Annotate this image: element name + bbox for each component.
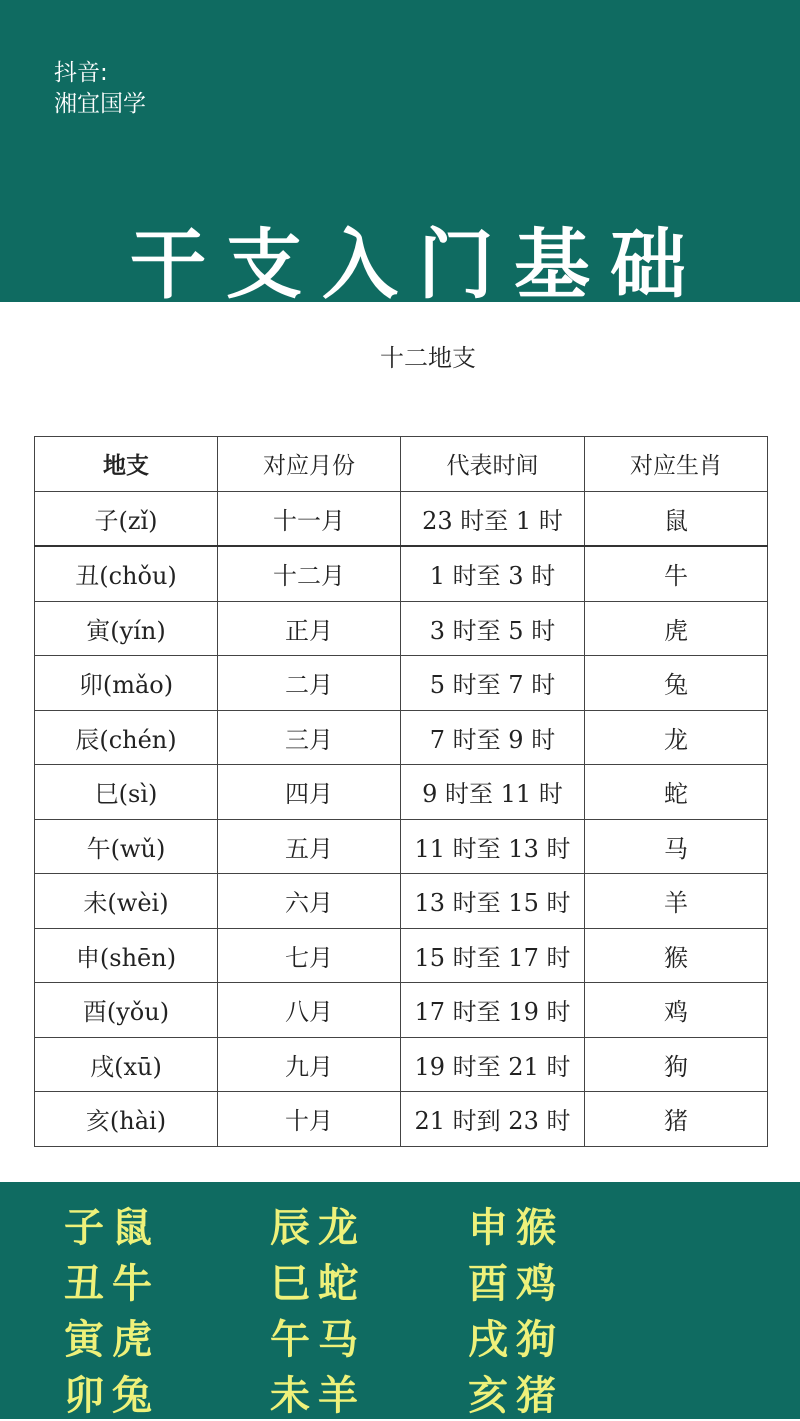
zodiac-cell: 猪 <box>585 1092 768 1147</box>
time-cell: 13 时至 15 时 <box>401 874 585 929</box>
zodiac-pair: 辰龙 <box>270 1204 366 1251</box>
time-cell: 1 时至 3 时 <box>401 546 585 601</box>
zodiac-pair: 丑牛 <box>64 1260 160 1307</box>
month-cell: 十二月 <box>218 546 401 601</box>
branch-cell: 戌(xū) <box>35 1037 218 1092</box>
month-cell: 五月 <box>218 819 401 874</box>
month-cell: 二月 <box>218 656 401 711</box>
zodiac-pair: 寅虎 <box>64 1316 160 1363</box>
zodiac-pair: 巳蛇 <box>270 1260 366 1307</box>
time-cell: 23 时至 1 时 <box>401 491 585 546</box>
account-name: 湘宜国学 <box>54 91 146 117</box>
time-cell: 15 时至 17 时 <box>401 928 585 983</box>
table-row <box>35 874 768 929</box>
time-cell: 19 时至 21 时 <box>401 1037 585 1092</box>
branch-cell: 午(wǔ) <box>35 819 218 874</box>
header-month: 对应月份 <box>218 437 401 492</box>
zodiac-cell: 羊 <box>585 874 768 929</box>
header-zodiac: 对应生肖 <box>585 437 768 492</box>
month-cell: 九月 <box>218 1037 401 1092</box>
table-row <box>35 1037 768 1092</box>
zodiac-pair: 申猴 <box>468 1204 564 1251</box>
month-cell: 十一月 <box>218 491 401 546</box>
zodiac-pair: 未羊 <box>270 1372 366 1419</box>
time-cell: 17 时至 19 时 <box>401 983 585 1038</box>
platform-label: 抖音: <box>54 60 108 86</box>
month-cell: 十月 <box>218 1092 401 1147</box>
zodiac-cell: 猴 <box>585 928 768 983</box>
month-cell: 正月 <box>218 601 401 656</box>
time-cell: 7 时至 9 时 <box>401 710 585 765</box>
branch-cell: 酉(yǒu) <box>35 983 218 1038</box>
zodiac-cell: 龙 <box>585 710 768 765</box>
zodiac-cell: 鼠 <box>585 491 768 546</box>
zodiac-pair: 戌狗 <box>468 1316 564 1363</box>
time-cell: 11 时至 13 时 <box>401 819 585 874</box>
time-cell: 21 时到 23 时 <box>401 1092 585 1147</box>
header-time: 代表时间 <box>401 437 585 492</box>
zodiac-pair: 亥猪 <box>468 1372 564 1419</box>
month-cell: 七月 <box>218 928 401 983</box>
table-row <box>35 491 768 546</box>
page-title: 干支入门基础 <box>130 220 706 309</box>
table-body <box>35 491 768 1146</box>
branch-cell: 辰(chén) <box>35 710 218 765</box>
zodiac-pair: 卯兔 <box>64 1372 160 1419</box>
section-title: 十二地支 <box>380 344 476 372</box>
table-row <box>35 1092 768 1147</box>
zodiac-pair: 酉鸡 <box>468 1260 564 1307</box>
zodiac-cell: 马 <box>585 819 768 874</box>
time-cell: 3 时至 5 时 <box>401 601 585 656</box>
table-row <box>35 928 768 983</box>
zodiac-pair: 子鼠 <box>64 1204 160 1251</box>
month-cell: 四月 <box>218 765 401 820</box>
table-row <box>35 656 768 711</box>
table-row <box>35 819 768 874</box>
table-row <box>35 983 768 1038</box>
branch-cell: 寅(yín) <box>35 601 218 656</box>
zodiac-cell: 狗 <box>585 1037 768 1092</box>
branch-cell: 卯(mǎo) <box>35 656 218 711</box>
branch-cell: 申(shēn) <box>35 928 218 983</box>
zodiac-cell: 鸡 <box>585 983 768 1038</box>
month-cell: 八月 <box>218 983 401 1038</box>
header-branch: 地支 <box>35 437 218 492</box>
time-cell: 5 时至 7 时 <box>401 656 585 711</box>
table-row <box>35 710 768 765</box>
branch-cell: 未(wèi) <box>35 874 218 929</box>
table-row <box>35 601 768 656</box>
zodiac-pair: 午马 <box>270 1316 366 1363</box>
time-cell: 9 时至 11 时 <box>401 765 585 820</box>
month-cell: 三月 <box>218 710 401 765</box>
branch-cell: 亥(hài) <box>35 1092 218 1147</box>
zodiac-cell: 蛇 <box>585 765 768 820</box>
table-row <box>35 765 768 820</box>
branch-cell: 丑(chǒu) <box>35 546 218 601</box>
branch-cell: 巳(sì) <box>35 765 218 820</box>
table-row <box>35 546 768 601</box>
branch-cell: 子(zǐ) <box>35 491 218 546</box>
month-cell: 六月 <box>218 874 401 929</box>
branches-table <box>34 436 768 1147</box>
zodiac-cell: 虎 <box>585 601 768 656</box>
account-info <box>54 58 146 120</box>
table-header-row <box>35 437 768 492</box>
header-band <box>0 0 800 309</box>
summary-band <box>0 1182 800 1419</box>
zodiac-cell: 牛 <box>585 546 768 601</box>
zodiac-cell: 兔 <box>585 656 768 711</box>
